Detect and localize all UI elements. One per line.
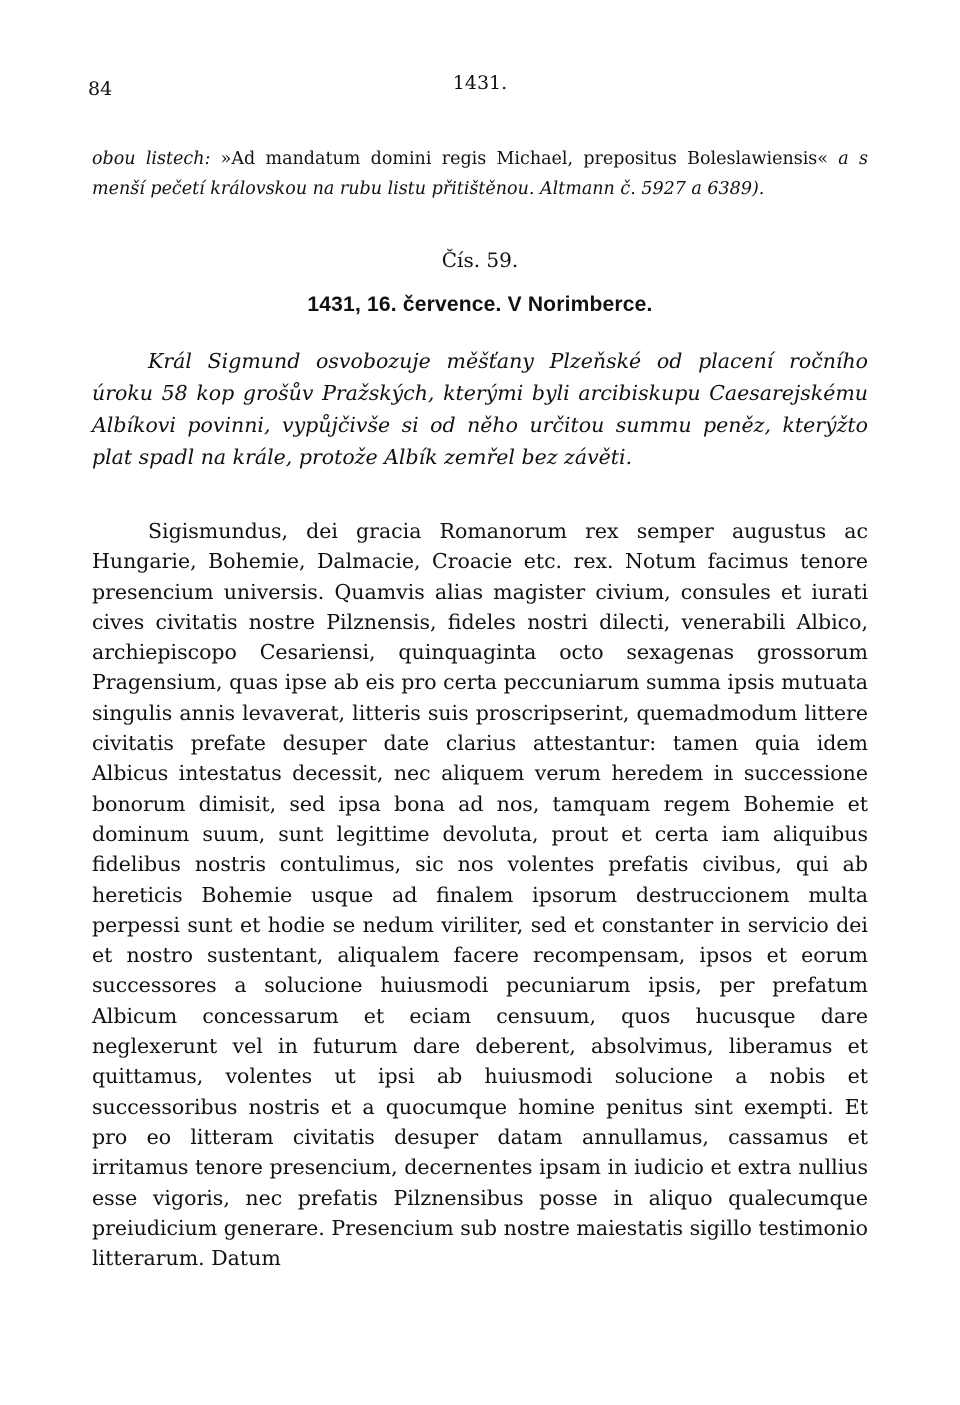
document-regest: Král Sigmund osvobozuje měšťany Plzeňské od placení ročního úroku 58 kop grošův Pražských, kterými byli arcibiskupu Caesarejskému Albíkovi povinni, vypůjčivše si od něho určitou summu peněz, kterýžto plat spadl na krále, protože Albík zemřel bez závěti.: [92, 349, 868, 469]
footnote-tail: a s menší pečetí královskou na rubu listu přitištěnou. Altmann č. 5927 a 6389).: [92, 149, 868, 199]
running-head: 1431.: [452, 72, 508, 94]
footnote-lead: obou listech:: [92, 149, 211, 169]
footnote-continuation: [92, 144, 868, 204]
footnote-quote: »Ad mandatum domini regis Michael, prepositus Boleslawiensis«: [220, 149, 828, 169]
document-date-place: 1431, 16. července. V Norimberce.: [307, 293, 653, 316]
document-text: Sigismundus, dei gracia Romanorum rex semper augustus ac Hungarie, Bohemie, Dalmacie, Croacie etc. rex. Notum facimus tenore presencium universis. Quamvis alias magister civium, consules et iurati cives civitatis nostre Pilznensis, fideles nostri dilecti, venerabili Albico, archiepiscopo Cesariensi, quinquaginta octo sexagenas grossorum Pragensium, quas ipse ab eis pro certa peccuniarum summa ipsis mutuata singulis annis levaverat, litteris suis proscripserint, quemadmodum littere civitatis prefate desuper date clarius attestantur: tamen quia idem Albicus intestatus decessit, nec aliquem verum heredem in successione bonorum dimisit, sed ipsa bona ad nos, tamquam regem Bohemie et dominum suum, sunt legittime devoluta, prout et certa iam aliquibus fidelibus nostris contulimus, sic nos volentes prefatis civibus, qui ab hereticis Bohemie usque ad finalem ipsorum destruccionem multa perpessi sunt et hodie se nedum viriliter, sed et constanter in servicio dei et nostro sustentant, aliqualem facere recompensam, ipsos et eorum successores a solucione huiusmodi pecuniarum ipsis, per prefatum Albicum concessarum et eciam censuum, quos hucusque dare neglexerunt vel in futurum dare deberent, absolvimus, liberamus et quittamus, volentes ut ipsi ab huiusmodi solucione a nobis et successoribus nostris et a quocumque homine penitus sint exempti. Et pro eo litteram civitatis desuper datam annullamus, cassamus et irritamus tenore presencium, decernentes ipsam in iudicio et extra nullius esse vigoris, nec prefatis Pilznensibus posse in aliquo qualecumque preiudicium generare. Presencium sub nostre maiestatis sigillo testimonio litterarum. Datum: [92, 519, 868, 1271]
document-number: Čís. 59.: [441, 248, 519, 272]
page-number: 84: [88, 78, 113, 100]
